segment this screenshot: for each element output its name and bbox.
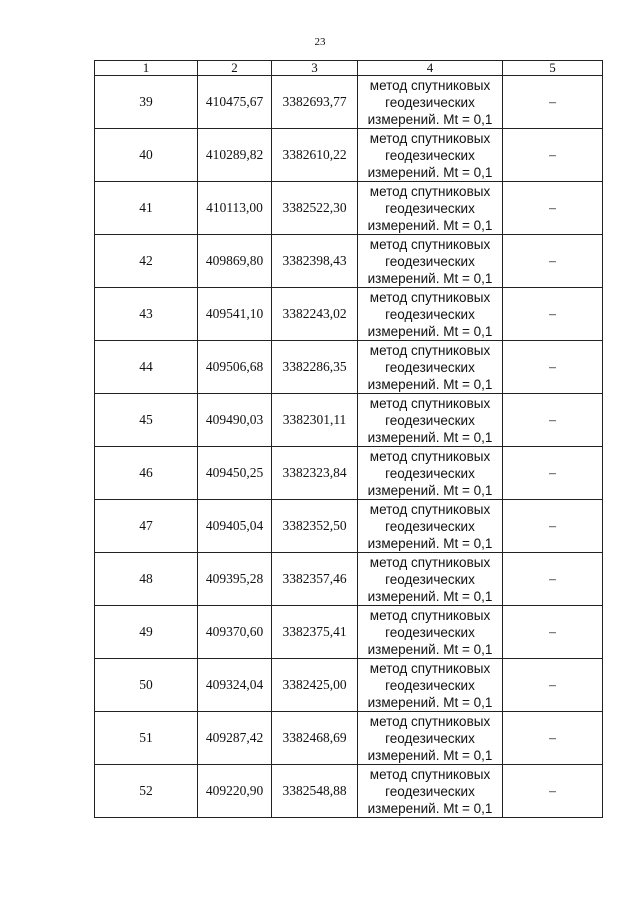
method-cell	[358, 76, 503, 129]
method-text-line: геодезических	[385, 571, 475, 587]
note-cell: –	[503, 712, 603, 765]
method-text-line: геодезических	[385, 730, 475, 746]
method-text-line: геодезических	[385, 465, 475, 481]
x-coordinate-cell: 409287,42	[198, 712, 272, 765]
y-coordinate-cell: 3382522,30	[272, 182, 358, 235]
table-row	[95, 447, 603, 500]
method-text-line: метод спутниковых	[369, 342, 491, 358]
page-number: 23	[314, 36, 326, 48]
x-coordinate-cell: 410475,67	[198, 76, 272, 129]
method-text-line: геодезических	[385, 147, 475, 163]
method-text-line: геодезических	[385, 94, 475, 110]
note-cell: –	[503, 500, 603, 553]
table-row	[95, 500, 603, 553]
point-number-cell: 47	[95, 500, 198, 553]
method-text-line: метод спутниковых	[369, 660, 491, 676]
method-cell	[358, 394, 503, 447]
note-cell: –	[503, 235, 603, 288]
method-text-line: метод спутниковых	[369, 501, 491, 517]
x-coordinate-cell: 409869,80	[198, 235, 272, 288]
note-cell: –	[503, 288, 603, 341]
note-cell: –	[503, 765, 603, 818]
x-coordinate-cell: 409506,68	[198, 341, 272, 394]
table-row	[95, 659, 603, 712]
coordinates-table	[94, 60, 603, 818]
y-coordinate-cell: 3382693,77	[272, 76, 358, 129]
point-number-cell: 40	[95, 129, 198, 182]
method-text-line: измерений. Mt = 0,1	[367, 694, 493, 710]
column-header: 1	[95, 61, 198, 76]
method-text-line: метод спутниковых	[369, 766, 491, 782]
y-coordinate-cell: 3382375,41	[272, 606, 358, 659]
point-number-cell: 52	[95, 765, 198, 818]
column-header: 4	[358, 61, 503, 76]
y-coordinate-cell: 3382243,02	[272, 288, 358, 341]
method-text-line: геодезических	[385, 624, 475, 640]
point-number-cell: 41	[95, 182, 198, 235]
method-cell	[358, 235, 503, 288]
method-text-line: измерений. Mt = 0,1	[367, 164, 493, 180]
method-text-line: геодезических	[385, 359, 475, 375]
point-number-cell: 39	[95, 76, 198, 129]
method-text-line: измерений. Mt = 0,1	[367, 482, 493, 498]
point-number-cell: 49	[95, 606, 198, 659]
note-cell: –	[503, 129, 603, 182]
method-text-line: метод спутниковых	[369, 236, 491, 252]
point-number-cell: 43	[95, 288, 198, 341]
method-text-line: геодезических	[385, 518, 475, 534]
table-row	[95, 182, 603, 235]
method-text-line: геодезических	[385, 306, 475, 322]
y-coordinate-cell: 3382610,22	[272, 129, 358, 182]
note-cell: –	[503, 394, 603, 447]
point-number-cell: 46	[95, 447, 198, 500]
x-coordinate-cell: 409220,90	[198, 765, 272, 818]
x-coordinate-cell: 410289,82	[198, 129, 272, 182]
y-coordinate-cell: 3382323,84	[272, 447, 358, 500]
y-coordinate-cell: 3382352,50	[272, 500, 358, 553]
y-coordinate-cell: 3382286,35	[272, 341, 358, 394]
method-text-line: измерений. Mt = 0,1	[367, 429, 493, 445]
note-cell: –	[503, 76, 603, 129]
x-coordinate-cell: 409405,04	[198, 500, 272, 553]
method-cell	[358, 129, 503, 182]
method-cell	[358, 500, 503, 553]
column-header: 5	[503, 61, 603, 76]
method-cell	[358, 659, 503, 712]
method-text-line: геодезических	[385, 783, 475, 799]
method-text-line: геодезических	[385, 412, 475, 428]
column-header: 3	[272, 61, 358, 76]
y-coordinate-cell: 3382425,00	[272, 659, 358, 712]
x-coordinate-cell: 409490,03	[198, 394, 272, 447]
method-text-line: метод спутниковых	[369, 289, 491, 305]
column-header: 2	[198, 61, 272, 76]
table-row	[95, 288, 603, 341]
table-row	[95, 712, 603, 765]
table-row	[95, 765, 603, 818]
method-text-line: измерений. Mt = 0,1	[367, 747, 493, 763]
method-text-line: геодезических	[385, 253, 475, 269]
point-number-cell: 50	[95, 659, 198, 712]
note-cell: –	[503, 606, 603, 659]
method-text-line: метод спутниковых	[369, 607, 491, 623]
method-text-line: метод спутниковых	[369, 713, 491, 729]
x-coordinate-cell: 410113,00	[198, 182, 272, 235]
table-row	[95, 129, 603, 182]
method-text-line: метод спутниковых	[369, 448, 491, 464]
method-text-line: геодезических	[385, 677, 475, 693]
y-coordinate-cell: 3382468,69	[272, 712, 358, 765]
point-number-cell: 48	[95, 553, 198, 606]
table-header-row	[95, 61, 603, 76]
x-coordinate-cell: 409541,10	[198, 288, 272, 341]
y-coordinate-cell: 3382398,43	[272, 235, 358, 288]
x-coordinate-cell: 409324,04	[198, 659, 272, 712]
method-text-line: измерений. Mt = 0,1	[367, 376, 493, 392]
method-text-line: измерений. Mt = 0,1	[367, 111, 493, 127]
method-text-line: геодезических	[385, 200, 475, 216]
method-cell	[358, 447, 503, 500]
table-row	[95, 606, 603, 659]
method-cell	[358, 341, 503, 394]
method-cell	[358, 606, 503, 659]
table-row	[95, 235, 603, 288]
method-text-line: метод спутниковых	[369, 395, 491, 411]
note-cell: –	[503, 341, 603, 394]
method-text-line: метод спутниковых	[369, 77, 491, 93]
note-cell: –	[503, 182, 603, 235]
method-text-line: метод спутниковых	[369, 130, 491, 146]
method-text-line: измерений. Mt = 0,1	[367, 270, 493, 286]
method-text-line: измерений. Mt = 0,1	[367, 323, 493, 339]
table-row	[95, 394, 603, 447]
method-cell	[358, 553, 503, 606]
method-cell	[358, 712, 503, 765]
note-cell: –	[503, 447, 603, 500]
table-row	[95, 553, 603, 606]
point-number-cell: 44	[95, 341, 198, 394]
table-row	[95, 341, 603, 394]
method-text-line: измерений. Mt = 0,1	[367, 800, 493, 816]
x-coordinate-cell: 409370,60	[198, 606, 272, 659]
method-text-line: измерений. Mt = 0,1	[367, 535, 493, 551]
method-text-line: метод спутниковых	[369, 183, 491, 199]
method-cell	[358, 765, 503, 818]
table-row	[95, 76, 603, 129]
point-number-cell: 45	[95, 394, 198, 447]
note-cell: –	[503, 553, 603, 606]
x-coordinate-cell: 409450,25	[198, 447, 272, 500]
method-cell	[358, 182, 503, 235]
note-cell: –	[503, 659, 603, 712]
y-coordinate-cell: 3382301,11	[272, 394, 358, 447]
point-number-cell: 42	[95, 235, 198, 288]
y-coordinate-cell: 3382357,46	[272, 553, 358, 606]
method-text-line: измерений. Mt = 0,1	[367, 217, 493, 233]
method-text-line: измерений. Mt = 0,1	[367, 588, 493, 604]
method-text-line: метод спутниковых	[369, 554, 491, 570]
table-body	[95, 76, 603, 818]
y-coordinate-cell: 3382548,88	[272, 765, 358, 818]
point-number-cell: 51	[95, 712, 198, 765]
method-cell	[358, 288, 503, 341]
x-coordinate-cell: 409395,28	[198, 553, 272, 606]
method-text-line: измерений. Mt = 0,1	[367, 641, 493, 657]
